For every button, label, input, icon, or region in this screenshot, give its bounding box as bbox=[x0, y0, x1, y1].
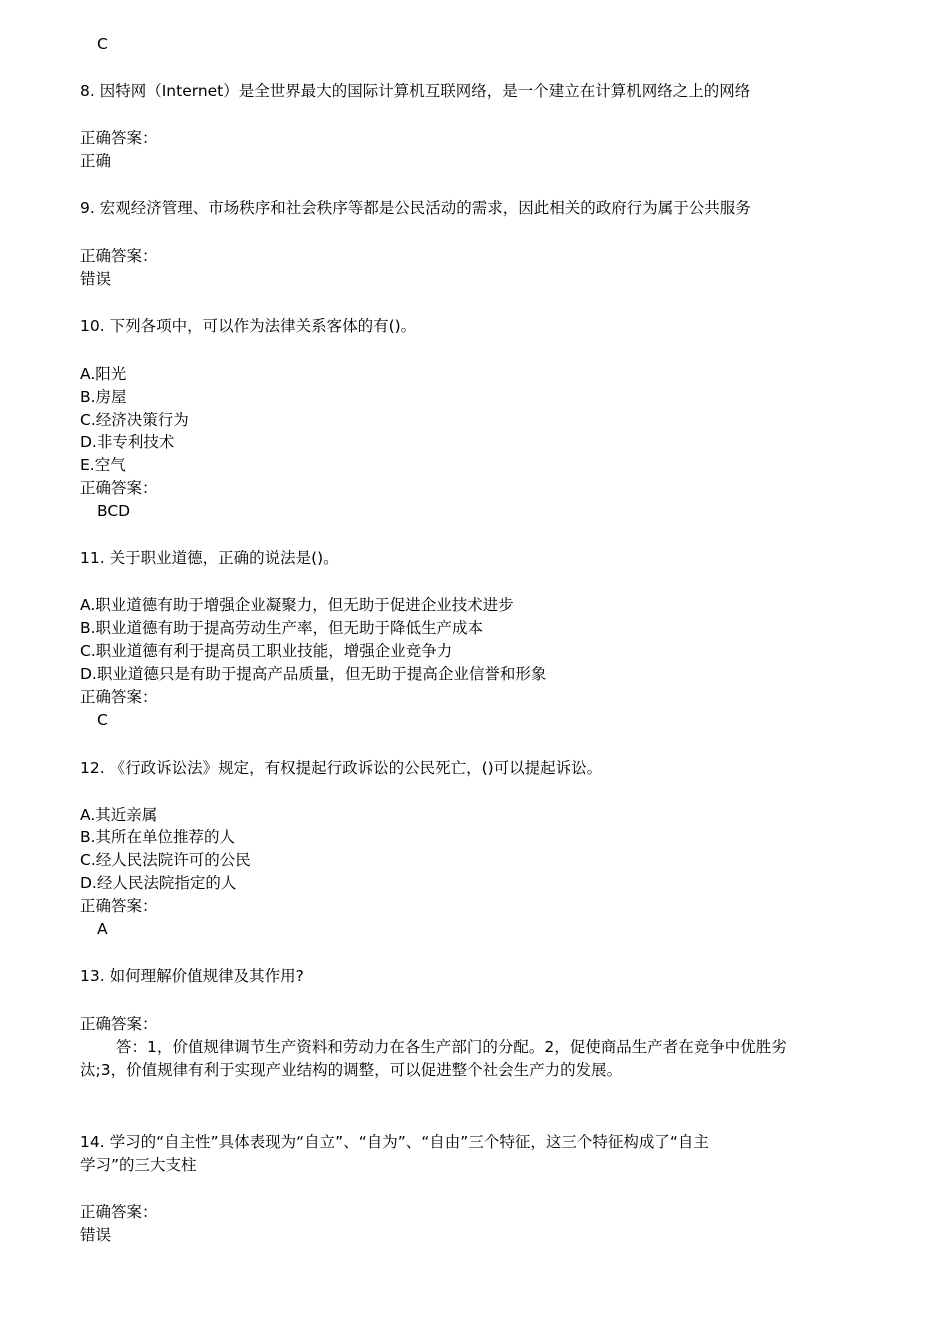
q12-answer-label: 正确答案： bbox=[80, 897, 158, 915]
q12-question: 12. 《行政诉讼法》规定，有权提起行政诉讼的公民死亡，()可以提起诉讼。 bbox=[80, 759, 603, 777]
q12-option-d: D.经人民法院指定的人 bbox=[80, 874, 237, 892]
q13-answer-line-1: 答：1，价值规律调节生产资料和劳动力在各生产部门的分配。2，促使商品生产者在竞争中优胜劣 bbox=[116, 1038, 787, 1056]
q8-answer: 正确 bbox=[80, 152, 112, 170]
q14-answer: 错误 bbox=[80, 1226, 112, 1244]
q10-option-c: C.经济决策行为 bbox=[80, 411, 189, 429]
q10-option-b: B.房屋 bbox=[80, 388, 127, 406]
q13-question: 13. 如何理解价值规律及其作用? bbox=[80, 967, 304, 985]
q11-option-a: A.职业道德有助于增强企业凝聚力，但无助于促进企业技术进步 bbox=[80, 596, 514, 614]
q12-option-c: C.经人民法院许可的公民 bbox=[80, 851, 251, 869]
q14-answer-label: 正确答案： bbox=[80, 1203, 158, 1221]
q14-question-line-1: 14. 学习的“自主性”具体表现为“自立”、“自为”、“自由”三个特征，这三个特征构成了“自主 bbox=[80, 1133, 709, 1151]
q12-option-a: A.其近亲属 bbox=[80, 806, 158, 824]
q10-option-e: E.空气 bbox=[80, 456, 126, 474]
q10-question: 10. 下列各项中，可以作为法律关系客体的有()。 bbox=[80, 317, 417, 335]
q13-answer-line-2: 汰;3，价值规律有利于实现产业结构的调整，可以促进整个社会生产力的发展。 bbox=[80, 1061, 623, 1079]
q11-option-c: C.职业道德有利于提高员工职业技能，增强企业竞争力 bbox=[80, 642, 453, 660]
q9-answer-label: 正确答案： bbox=[80, 247, 158, 265]
q9-answer: 错误 bbox=[80, 270, 112, 288]
q14-question-line-2: 学习”的三大支柱 bbox=[80, 1156, 197, 1174]
q11-option-b: B.职业道德有助于提高劳动生产率，但无助于降低生产成本 bbox=[80, 619, 484, 637]
q10-answer: BCD bbox=[97, 502, 131, 520]
q11-question: 11. 关于职业道德，正确的说法是()。 bbox=[80, 549, 339, 567]
q11-option-d: D.职业道德只是有助于提高产品质量，但无助于提高企业信誉和形象 bbox=[80, 665, 547, 683]
q7-answer: C bbox=[97, 35, 108, 53]
q8-question: 8. 因特网（Internet）是全世界最大的国际计算机互联网络，是一个建立在计算机网络之上的网络 bbox=[80, 82, 751, 100]
q10-option-a: A.阳光 bbox=[80, 365, 127, 383]
q12-option-b: B.其所在单位推荐的人 bbox=[80, 828, 236, 846]
q12-answer: A bbox=[97, 920, 108, 938]
q8-answer-label: 正确答案： bbox=[80, 129, 158, 147]
q10-answer-label: 正确答案： bbox=[80, 479, 158, 497]
q11-answer: C bbox=[97, 711, 108, 729]
q11-answer-label: 正确答案： bbox=[80, 688, 158, 706]
q13-answer-label: 正确答案： bbox=[80, 1015, 158, 1033]
q9-question: 9. 宏观经济管理、市场秩序和社会秩序等都是公民活动的需求，因此相关的政府行为属于公共服务 bbox=[80, 199, 751, 217]
q10-option-d: D.非专利技术 bbox=[80, 433, 175, 451]
